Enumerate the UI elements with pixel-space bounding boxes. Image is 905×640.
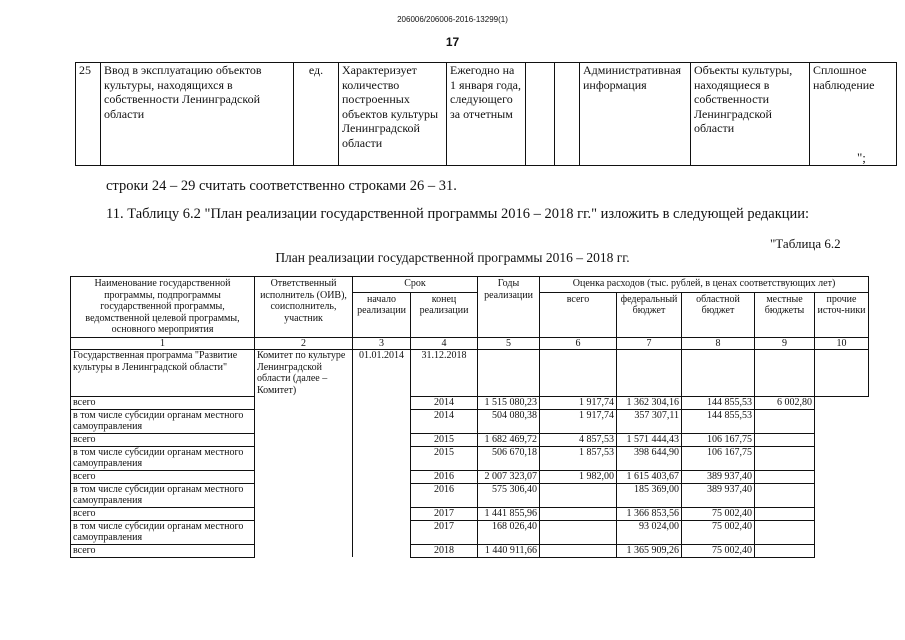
end-date: 31.12.2018 [411,350,478,397]
row-regional: 357 307,11 [617,409,682,433]
row-other [755,446,815,470]
index-row [71,337,869,350]
empty-cell [255,470,353,483]
program-row [71,350,869,397]
row-year: 2016 [411,470,478,483]
row-name: всего [71,396,255,409]
empty-cell [255,520,353,544]
table-title: План реализации государственной программы 2016 – 2018 гг. [275,250,630,265]
header-start: начало реализации [353,292,411,337]
row-federal: 1 982,00 [540,470,617,483]
object-cell: Объекты культуры, находящиеся в собственности Ленинградской области [691,63,810,166]
row-federal [540,483,617,507]
empty-cell [353,507,411,520]
row-total: 168 026,40 [478,520,540,544]
header-row [71,277,869,293]
row-other [755,433,815,446]
empty-cell [353,446,411,470]
unit-cell: ед. [294,63,339,166]
column-index: 5 [478,337,540,350]
column-index: 10 [815,337,869,350]
header-other: прочие источ-ники [815,292,869,337]
empty-cell [255,409,353,433]
table-row [71,483,869,507]
row-other [755,483,815,507]
header-total: всего [540,292,617,337]
row-25-table [75,62,897,166]
row-year: 2014 [411,396,478,409]
row-other [755,409,815,433]
header-local: местные бюджеты [755,292,815,337]
table-label: "Таблица 6.2 [770,236,841,251]
column-index: 3 [353,337,411,350]
paragraph-item-11: 11. Таблицу 6.2 "План реализации государственной программы 2016 – 2018 гг." изложить в следующей редакции: [106,206,810,222]
row-name: всего [71,433,255,446]
empty-cell [353,483,411,507]
row-year: 2017 [411,520,478,544]
row-total: 1 515 080,23 [478,396,540,409]
column-index: 4 [411,337,478,350]
responsible-cell: Комитет по культуре Ленинградской области (далее – Комитет) [255,350,353,397]
row-regional: 1 366 853,56 [617,507,682,520]
indicator-name: Ввод в эксплуатацию объектов культуры, находящихся в собственности Ленинградской области [101,63,294,166]
row-regional: 1 362 304,16 [617,396,682,409]
table-row [71,544,869,557]
table-row [71,409,869,433]
empty-cell [353,396,411,409]
row-number: 25 [76,63,101,166]
header-name: Наименование государственной программы, подпрограммы государственной программы, ведомственной целевой программы, основного мероприятия [71,277,255,338]
page-number: 17 [445,35,460,49]
row-other [755,520,815,544]
row-name: в том числе субсидии органам местного самоуправления [71,483,255,507]
table-row [71,470,869,483]
empty-cell [255,483,353,507]
plan-table [70,276,869,558]
row-total: 1 440 911,66 [478,544,540,557]
row-regional: 1 615 403,67 [617,470,682,483]
row-regional: 1 365 909,26 [617,544,682,557]
row-local: 75 002,40 [682,507,755,520]
paragraph-renumber: строки 24 – 29 считать соответственно строками 26 – 31. [106,178,457,194]
row-local: 75 002,40 [682,520,755,544]
row-other: 6 002,80 [755,396,815,409]
header-costs: Оценка расходов (тыс. рублей, в ценах соответствующих лет) [540,277,869,293]
row-name: в том числе субсидии органам местного самоуправления [71,409,255,433]
row-other [755,507,815,520]
characteristic-cell: Характеризует количество построенных объектов культуры Ленинградской области [339,63,447,166]
table-row [76,63,897,166]
table-row [71,396,869,409]
document-id: 206006/206006-2016-13299(1) [397,15,508,24]
row-federal [540,544,617,557]
row-year: 2015 [411,433,478,446]
header-term: Срок [353,277,478,293]
empty-cell [353,433,411,446]
row-local: 389 937,40 [682,483,755,507]
source-cell: Административная информация [580,63,691,166]
row-name: всего [71,470,255,483]
table-row [71,446,869,470]
row-local: 389 937,40 [682,470,755,483]
table-row [71,520,869,544]
row-name: в том числе субсидии органам местного самоуправления [71,520,255,544]
row-total: 1 682 469,72 [478,433,540,446]
header-federal: федеральный бюджет [617,292,682,337]
row-federal [540,507,617,520]
empty-cell [255,433,353,446]
empty-cell [353,520,411,544]
row-federal [540,520,617,544]
row-local: 144 855,53 [682,396,755,409]
column-index: 9 [755,337,815,350]
row-total: 575 306,40 [478,483,540,507]
row-other [755,470,815,483]
row-regional: 185 369,00 [617,483,682,507]
row-federal: 1 917,74 [540,396,617,409]
column-index: 7 [617,337,682,350]
row-local: 106 167,75 [682,433,755,446]
header-end: конец реализации [411,292,478,337]
period-cell: Ежегодно на 1 января года, следующего за отчетным [447,63,526,166]
row-local: 144 855,53 [682,409,755,433]
row-total: 504 080,38 [478,409,540,433]
row-year: 2015 [411,446,478,470]
empty-cell [255,396,353,409]
row-total: 1 441 855,96 [478,507,540,520]
row-regional: 1 571 444,43 [617,433,682,446]
empty-cell [353,544,411,557]
column-index: 8 [682,337,755,350]
header-responsible: Ответственный исполнитель (ОИВ), соисполнитель, участник [255,277,353,338]
row-name: всего [71,507,255,520]
row-year: 2014 [411,409,478,433]
table-row [71,433,869,446]
column-index: 2 [255,337,353,350]
program-name: Государственная программа "Развитие культуры в Ленинградской области" [71,350,255,397]
table-row [71,507,869,520]
row-name: всего [71,544,255,557]
row-regional: 93 024,00 [617,520,682,544]
empty-cell [555,63,580,166]
row-year: 2016 [411,483,478,507]
row-federal: 1 917,74 [540,409,617,433]
empty-cell [255,446,353,470]
method-cell: Сплошное наблюдение [810,63,897,166]
empty-cell [255,544,353,557]
row-local: 75 002,40 [682,544,755,557]
row-federal: 4 857,53 [540,433,617,446]
column-index: 1 [71,337,255,350]
empty-cell [353,409,411,433]
row-federal: 1 857,53 [540,446,617,470]
closing-quote: "; [857,150,866,165]
row-name: в том числе субсидии органам местного самоуправления [71,446,255,470]
empty-cell [353,470,411,483]
empty-cell [255,507,353,520]
row-total: 2 007 323,07 [478,470,540,483]
row-year: 2017 [411,507,478,520]
row-total: 506 670,18 [478,446,540,470]
row-year: 2018 [411,544,478,557]
column-index: 6 [540,337,617,350]
row-local: 106 167,75 [682,446,755,470]
row-regional: 398 644,90 [617,446,682,470]
row-other [755,544,815,557]
header-years: Годы реализации [478,277,540,338]
start-date: 01.01.2014 [353,350,411,397]
header-regional: областной бюджет [682,292,755,337]
empty-cell [526,63,555,166]
